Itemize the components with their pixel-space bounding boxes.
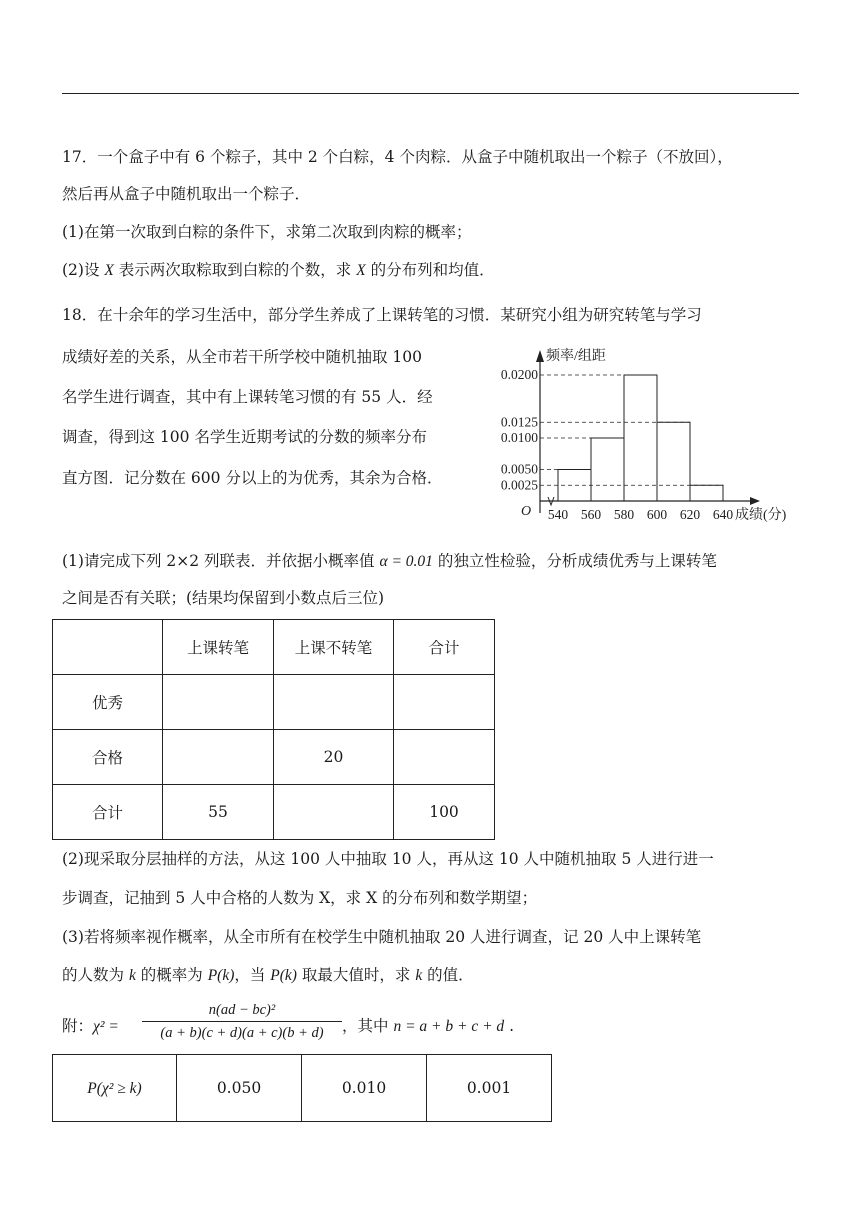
q18-part1-text-b: 的独立性检验，分析成绩优秀与上课转笔 [432, 552, 717, 570]
y-tick-label: 0.0025 [500, 477, 538, 493]
y-tick-label: 0.0100 [500, 430, 538, 445]
q18-part1-text-a: (1)请完成下列 2×2 列联表．并依据小概率值 [62, 552, 380, 570]
chi-square-fraction [142, 1002, 342, 1042]
histogram-bar [690, 485, 723, 501]
q17-part2-text-a: (2)设 [62, 261, 105, 279]
header-rule [62, 93, 799, 94]
q18-part2-line2: 步调查，记抽到 5 人中合格的人数为 X，求 X 的分布列和数学期望； [62, 889, 538, 907]
y-axis-arrow [536, 350, 544, 362]
y-tick-label: 0.0050 [500, 461, 538, 477]
histogram-bar [624, 375, 657, 501]
y-axis-label: 频率/组距 [546, 349, 606, 364]
x-tick-label: 640 [712, 507, 734, 522]
y-tick-label: 0.0125 [500, 414, 538, 430]
fraction-numerator [142, 1002, 342, 1022]
q18-line1: 18．在十余年的学习生活中，部分学生养成了上课转笔的习惯．某研究小组为研究转笔与学习 [62, 306, 702, 324]
table-header-cell [53, 1055, 177, 1122]
prob-pk-2: P(k) [270, 967, 297, 984]
table-cell: 0.010 [302, 1055, 427, 1122]
table-row [53, 620, 495, 675]
table-cell: 0.001 [427, 1055, 552, 1122]
q18-line4: 调查，得到这 100 名学生近期考试的分数的频率分布 [62, 428, 427, 446]
table-row [53, 730, 495, 785]
origin-label: O [520, 504, 532, 519]
table-cell [163, 730, 274, 785]
var-k: k [128, 967, 136, 984]
x-tick-label: 580 [613, 507, 635, 522]
x-tick-label: 540 [547, 507, 569, 522]
q17-part1: (1)在第一次取到白粽的条件下，求第二次取到肉粽的概率； [62, 223, 472, 241]
y-tick-label: 0.0200 [500, 367, 538, 382]
q17-part2-text-c: 的分布列和均值． [365, 261, 495, 279]
table-header-cell: 上课不转笔 [274, 620, 394, 675]
table-cell: 20 [274, 730, 394, 785]
critical-value-table [52, 1054, 552, 1122]
q18-part3-text-c: ，当 [234, 966, 271, 984]
appendix-suffix-b: . [504, 1017, 515, 1035]
table-cell: 55 [163, 785, 274, 840]
x-tick-label: 620 [679, 507, 701, 522]
q18-line3: 名学生进行调查，其中有上课转笔习惯的有 55 人．经 [62, 388, 433, 406]
table-cell [274, 785, 394, 840]
chi-square-lhs: χ² = [93, 1018, 119, 1035]
q17-var-x: X [104, 262, 114, 279]
q17-part2-text-b: 表示两次取粽取到白粽的个数，求 [113, 261, 357, 279]
table-cell: 合格 [53, 730, 163, 785]
table-cell: 100 [394, 785, 495, 840]
x-tick-label: 600 [646, 507, 668, 522]
numerator-text: n(ad − bc)² [208, 1002, 276, 1018]
q18-part1-line1 [62, 550, 717, 573]
table-row [53, 1055, 552, 1122]
table-cell: 0.050 [177, 1055, 302, 1122]
q18-part3-text-d: 取最大值时，求 [296, 966, 416, 984]
appendix-label-text: 附： [62, 1017, 94, 1035]
x-tick-label: 560 [580, 507, 602, 522]
q18-part3-text-e: 的值． [422, 966, 474, 984]
q18-line5: 直方图．记分数在 600 分以上的为优秀，其余为合格． [62, 469, 443, 487]
contingency-table [52, 619, 495, 840]
table-row [53, 785, 495, 840]
q18-part3-line1: (3)若将频率视作概率，从全市所有在校学生中随机抽取 20 人进行调查，记 20 人中上课转笔 [62, 928, 702, 946]
q18-part3-line2 [62, 964, 474, 987]
table-cell [394, 730, 495, 785]
table-row [53, 675, 495, 730]
table-cell: 优秀 [53, 675, 163, 730]
histogram-bar [591, 438, 624, 501]
appendix-suffix-a: ，其中 [342, 1017, 394, 1035]
table-header-cell: 合计 [394, 620, 495, 675]
q18-part1-line2: 之间是否有关联；(结果均保留到小数点后三位) [62, 589, 385, 607]
table-cell: 合计 [53, 785, 163, 840]
q18-part3-text-a: 的人数为 [62, 966, 129, 984]
prob-pk: P(k) [207, 967, 235, 984]
alpha-value: α = 0.01 [379, 553, 433, 570]
table-cell [163, 675, 274, 730]
table-header-cell: 上课转笔 [163, 620, 274, 675]
frequency-histogram [488, 340, 808, 530]
n-definition: n = a + b + c + d [393, 1018, 505, 1035]
table-cell [53, 620, 163, 675]
q18-line2: 成绩好差的关系，从全市若干所学校中随机抽取 100 [62, 348, 423, 366]
q18-part2-line1: (2)现采取分层抽样的方法，从这 100 人中抽取 10 人，再从这 10 人中随机抽取 5 人进行进一 [62, 850, 714, 868]
var-k-2: k [415, 967, 423, 984]
table-cell [274, 675, 394, 730]
q17-line1: 17．一个盒子中有 6 个粽子，其中 2 个白粽，4 个肉粽．从盒子中随机取出一个粽子（不放回）， [62, 148, 733, 166]
p-chi-label: P(χ² ≥ k) [87, 1079, 142, 1097]
appendix-suffix [342, 1015, 514, 1038]
histogram-bar [657, 422, 690, 501]
q17-line2: 然后再从盒子中随机取出一个粽子． [62, 185, 311, 203]
denominator-text: (a + b)(c + d)(a + c)(b + d) [160, 1025, 324, 1041]
q17-part2 [62, 259, 495, 282]
x-axis-label: 成绩(分) [735, 508, 787, 523]
fraction-denominator [142, 1022, 342, 1042]
x-axis-arrow [750, 497, 760, 505]
q18-part3-text-b: 的概率为 [135, 966, 208, 984]
q17-var-x-2: X [356, 262, 366, 279]
table-cell [394, 675, 495, 730]
appendix-label [62, 1015, 119, 1038]
